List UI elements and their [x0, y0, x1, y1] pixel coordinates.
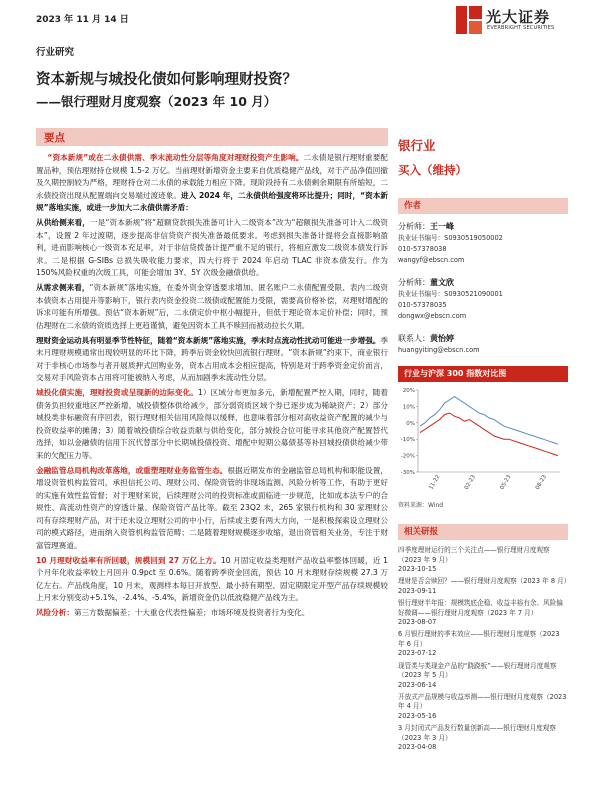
paragraph-text: 一是“资本新规”将“超额贷款损失准备可计入二级资本”改为“超额损失准备可计入二级资本”，设置 2 年过渡期，逐步提高非信贷资产损失准备最低要求。考虑到损失准备计提将会直接影响盈利，进而影响核心一级资本充足率，对于非信贷拨备计提严重不足的银行，将相应激发二级资本债发行诉求。二是根据 G-SIBs 总损失吸收能力要求，四大行将于 2024 年启动 TLAC 非资本债发行。作为 150%风险权重的次级工具，可能会增加 3Y、5Y 次级金融债供给。 — [36, 218, 389, 277]
research-title: 3 月封闭式产品发行数量创新高——银行理财月度观察（2023 年 3 月） — [398, 724, 556, 742]
research-date: 2023-07-12 — [398, 649, 437, 658]
paragraph-text: 1）区域分布更加多元，新增配置严控入期，同时，随着债务负担较重地区严控新增，城投债整体供给减少，部分弱资质区域个券已逐步成为稀缺资产；2）部分城投类非标融资有序回表，银行理财相关信用风险得以缓释，也意味着部分相对高收益资产配置的减少与投资收益率的摊薄；3）随着城投债综合收益贡献与供给变化，部分城投合位可能寻求其他资产配置替代选择，如以金融债的信用下沉代替部分中长期城投债投资、增配中短期公募债基等补回城投债供给减少带来的欠配压力等。 — [36, 388, 388, 460]
key-points-header — [36, 128, 388, 146]
research-date: 2023-09-11 — [398, 586, 437, 595]
research-title: 开放式产品规模与收益率测——银行理财月度观察（2023 年 4 月） — [398, 692, 567, 711]
paragraph-tail: 进入 2024 年，二永债供给强度将环比提升；同时，“资本新规”落地实施，或进一步加大二永债供需矛盾： — [36, 190, 388, 212]
author-name-line — [398, 220, 568, 233]
paragraph — [36, 282, 388, 332]
research-item[interactable] — [398, 577, 571, 596]
report-date: 2023 年 11 月 14 日 — [36, 15, 129, 25]
y-tick-label: 0% — [406, 420, 415, 427]
paragraph-text: 第三方数据偏差；十大重仓代表性偏差；市场环境及投资者行为变化。 — [73, 608, 310, 617]
author-license: 执业证书编号：S0930519050002 — [398, 234, 503, 242]
paragraph-lead: “资本新规”或在二永债供需、季末流动性分层等角度对理财投资产生影响。 — [47, 153, 304, 162]
y-tick-label: -20% — [400, 453, 415, 460]
paragraph-lead: 从需求侧来看， — [36, 283, 90, 292]
research-title: 现管类与类现金产品的“跷跷板”——银行理财月度观察（2023 年 5 月） — [398, 661, 557, 680]
paragraph — [36, 465, 388, 553]
author-role: 联系人： — [398, 334, 430, 343]
paragraph — [36, 217, 388, 280]
paragraph-text: 季末月理财规模通常出现较明显的环比下降，跨季后资金较快回流银行理财。“资本新规”约束下，商业银行对于非核心市场参与者开展质押式回购业务，资本占用成本会相应提高，特别是对于跨季资金定价而言，交易对手风险资本占用将可能被纳入考虑，从而加剧季末流动性分层。 — [36, 335, 388, 382]
x-tick-label: 02-23 — [463, 474, 477, 491]
research-date: 2023-10-15 — [398, 565, 437, 574]
author-role: 分析师： — [398, 278, 430, 287]
authors-header: 作者 — [398, 198, 568, 214]
research-item[interactable] — [398, 599, 568, 628]
series-line-1 — [420, 397, 558, 445]
author-name-line — [398, 276, 568, 289]
y-tick-label: -30% — [400, 470, 415, 476]
author-entry — [398, 220, 568, 266]
paragraph-lead: 从供给侧来看， — [36, 218, 91, 227]
sidebar — [398, 136, 568, 356]
author-name: 黄怡婷 — [430, 334, 454, 343]
chart-source: 资料来源：Wind — [398, 502, 444, 509]
paragraph — [36, 335, 388, 385]
paragraph-text: 10 月固定收益类理财产品收益率整体回暖，近 1 个月年化收益率较上月回升 0.9pct 至 0.6%。随着跨季资金回流，预估 10 月末理财存续规模 27.3 万亿左右。产品线角度，10 月末，观测样本每日开放型、最小持有期型、固定期限定开型产品存续规模较上月末分别变动+5.1%、-2.4%、-5.4%，新增资金仍以低波稳健产品线为主。 — [36, 555, 388, 602]
research-title: 银行理财半年报：规模筑底企稳、收益丰裕有余、风险偏好微调——银行理财月度观察（2023 年 7 月） — [398, 598, 563, 617]
research-date: 2023-05-16 — [398, 712, 437, 720]
paragraph-lead: 10 月理财收益率有所回暖，规模回到 27 万亿上方。 — [36, 555, 221, 565]
x-tick-label: 11-22 — [428, 474, 442, 491]
broker-logo — [456, 4, 580, 38]
x-tick-label: 08-23 — [534, 474, 548, 491]
key-points-label: 要点 — [44, 132, 65, 144]
paragraph — [36, 152, 388, 215]
y-tick-label: -10% — [400, 437, 415, 444]
research-date: 2023-08-07 — [398, 618, 437, 627]
investment-rating: 买入（维持） — [398, 163, 467, 177]
author-name: 董文欣 — [430, 278, 454, 287]
research-date: 2023-06-14 — [398, 680, 437, 689]
author-phone: 010-57378035 — [398, 301, 447, 309]
paragraph — [36, 555, 388, 605]
paragraph-lead: 金融监管总局机构改革落地，或重塑理财业务监管生态。 — [36, 465, 228, 475]
paragraph-lead: 城投化债实施，理财投资或呈现新的边际变化。 — [36, 388, 199, 397]
author-email[interactable]: dongwx@ebscn.com — [398, 312, 467, 320]
research-title: 理财是否会赎回？——银行理财月度观察（2023 年 8 月） — [398, 577, 571, 586]
author-entry — [398, 332, 568, 356]
logo-mark-icon — [456, 6, 482, 34]
y-tick-label: 10% — [402, 404, 415, 411]
research-item[interactable] — [398, 724, 568, 753]
x-tick-label: 05-23 — [499, 474, 513, 491]
paragraph-text: 根据近期发布的金融监管总局机构和职能设置，增设资管机构监管司，承担信托公司、理财公司、保险资管的非现场监测、风险分析等工作，有助于更好的实施有效性监管督；对于理财来说，后续理财公司的投资标准或面临进一步规范，比如成本法专户的合规性、高流动性资产的穿透计量、保险资管产品比等。截至 23Q2 末，265 家银行机构和 30 家理财公司有存续理财产品，对于还未设立理财公司的中小行，后续或主要有两大方向，一是积极探索设立理财公司的模式路径，进而纳入资管机构监管范畴；二是随着理财规模逐步收缩，退出资管相关业务，专注于财富管理赛道。 — [36, 465, 389, 550]
research-title: 四季度理财运行的三个关注点——银行理财月度观察（2023 年 9 月） — [398, 546, 550, 564]
paragraph — [36, 607, 388, 620]
author-email[interactable]: huangyiting@ebscn.com — [398, 346, 480, 354]
author-role: 分析师： — [398, 222, 430, 231]
logo-text-en: EVERBRIGHT SECURITIES — [487, 25, 555, 31]
industry-name: 银行业 — [398, 138, 436, 153]
paragraph-text: 二永债是银行理财重要配置品种，预估理财持仓规模 1.5-2 万亿。当前理财新增资金主要来自优质稳健产品线，对于产品净值回撤及久期控制较为严格，理财持仓对二永债的承载能力相应下降。现阶段持有二永债剩余期限有所缩短，二永债投资出现从配置端向交易端过渡迹象。 — [36, 153, 389, 200]
author-phone: 010-57378038 — [398, 245, 447, 253]
paragraph — [36, 387, 388, 462]
research-title: 6 月银行理财的季末效应——银行理财月度观察（2023 年 6 月） — [398, 630, 560, 648]
y-tick-label: 20% — [402, 388, 415, 394]
related-research-header: 相关研报 — [398, 524, 568, 540]
paragraph-text: “资本新规”落地实施，在委外资金穿透要求增加、匿名账户二永债配置受限、表内二级资本债资本占用提升等影响下，银行表内资金投资二级债或配置能力受限，需要高价格补偿，对理财增配的诉求可能有所增强。预估“资本新规”后，二永债定价中枢小幅提升，但低于理论资本定价补偿；同时，预估理财在二永债的资质选择上更趋谨慎，避免因资本工具不赎回而被动拉长久期。 — [36, 283, 388, 330]
research-item[interactable] — [398, 693, 568, 722]
chart-svg — [398, 384, 568, 494]
logo-text-cn: 光大证券 — [486, 8, 551, 26]
series-line-0 — [420, 413, 558, 456]
paragraph-lead: 理财资金运动具有明显季节性特征，随着“资本新规”落地实施，季末时点流动性扰动可能进一步增强。 — [36, 335, 381, 345]
author-email[interactable]: wangyf@ebscn.com — [398, 256, 465, 264]
research-date: 2023-04-08 — [398, 743, 437, 752]
index-comparison-chart — [398, 384, 568, 494]
key-points-body — [36, 152, 388, 622]
author-name: 王一峰 — [430, 222, 454, 231]
related-research-list — [398, 546, 571, 755]
paragraph-lead: 风险分析： — [36, 608, 74, 617]
section-label: 行业研究 — [36, 47, 75, 58]
research-item[interactable] — [398, 630, 568, 659]
author-entry — [398, 276, 568, 322]
author-name-line — [398, 332, 568, 345]
chart-title: 行业与沪深 300 指数对比图 — [398, 366, 568, 382]
research-item[interactable] — [398, 662, 568, 691]
author-license: 执业证书编号：S0930521090001 — [398, 290, 503, 298]
report-title: 资本新规与城投化债如何影响理财投资？ — [36, 72, 297, 88]
report-subtitle: ——银行理财月度观察（2023 年 10 月） — [36, 94, 277, 109]
research-item[interactable] — [398, 546, 568, 575]
